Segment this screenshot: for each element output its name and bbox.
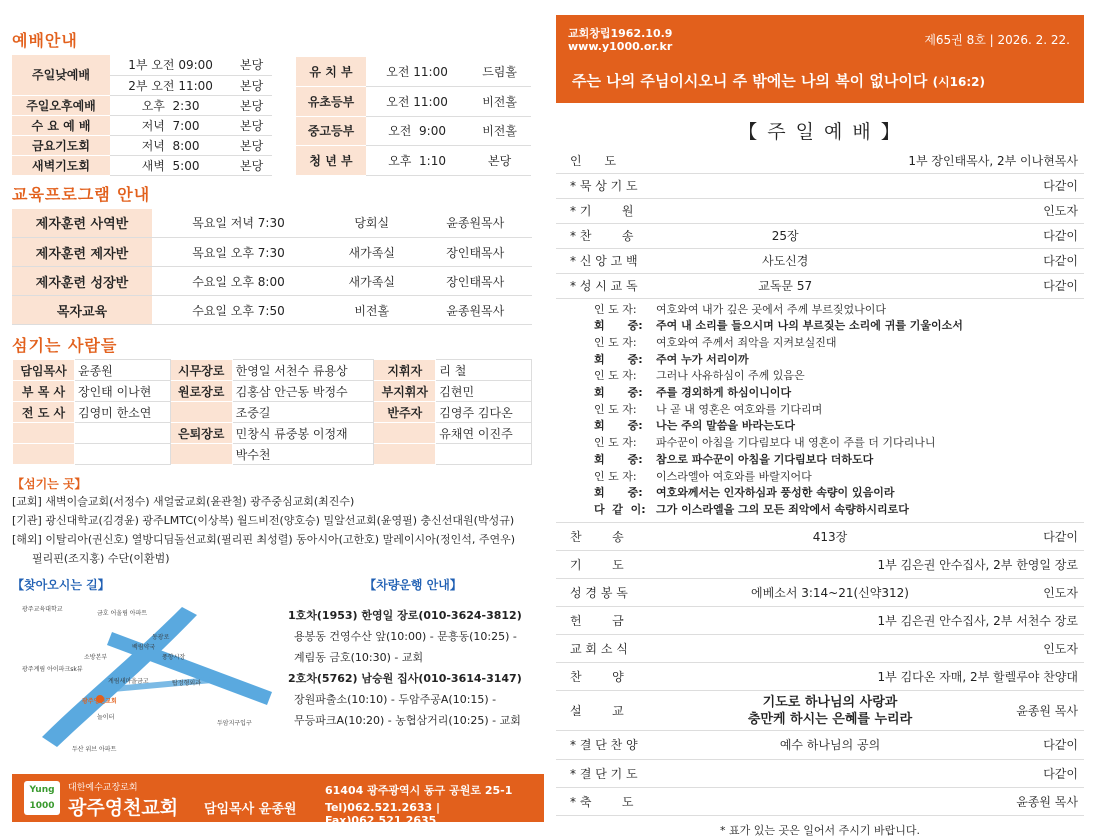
edu-leader: 장인태목사: [419, 238, 533, 267]
serve-role: 부지휘자: [374, 381, 436, 402]
order-item: * 축 도: [556, 787, 666, 815]
responsive-text: 그가 이스라엘을 그의 모든 죄악에서 속량하시리로다: [656, 502, 909, 516]
order-item: * 기 원: [556, 198, 666, 223]
edu-time: 수요일 오후 8:00: [152, 267, 325, 296]
serve-names: 조중길: [232, 402, 374, 423]
order-row: [556, 759, 1084, 787]
church-map: [12, 597, 280, 759]
order-row: [556, 663, 1084, 691]
order-item: * 찬 송: [556, 223, 666, 248]
serve-table: [12, 359, 532, 465]
edu-table: [12, 209, 532, 326]
website: www.y1000.or.kr: [568, 40, 673, 53]
bus-driver: 1호차(1953) 한영일 장로(010-3624-3812): [288, 609, 522, 622]
worship-label: 금요기도회: [12, 135, 110, 155]
order-row: [556, 787, 1084, 815]
serve-row: [13, 423, 532, 444]
order-row: [556, 148, 1084, 173]
serve-names: [75, 423, 171, 444]
worship-label: 수 요 예 배: [12, 115, 110, 135]
order-participant: 다같이: [994, 759, 1084, 787]
order-content: 에베소서 3:14~21(신약312): [666, 579, 994, 607]
school-place: 비전홀: [468, 87, 531, 117]
order-content: 사도신경: [666, 248, 904, 273]
order-content: [666, 173, 904, 198]
edu-leader: 윤종원목사: [419, 296, 533, 325]
order-row: [556, 273, 1084, 298]
places-title: 【섬기는 곳】: [12, 477, 87, 491]
worship-label: 주일낮예배: [12, 55, 110, 95]
responsive-line: [594, 452, 1084, 469]
responsive-speaker: 인 도 자:: [594, 402, 637, 416]
worship-order-table-1: [556, 148, 1084, 299]
right-page: [556, 15, 1084, 838]
order-row: [556, 551, 1084, 579]
order-item: 찬 양: [556, 663, 666, 691]
map-label: 탑정형외과: [172, 680, 201, 687]
serve-section-title: 섬기는 사람들: [12, 336, 118, 355]
responsive-text: 주여 내 소리를 들으시며 나의 부르짖는 소리에 귀를 기울이소서: [656, 319, 963, 333]
responsive-speaker: 회 중:: [594, 486, 643, 500]
order-participant: 다같이: [904, 173, 1084, 198]
map-label: 놀이터: [97, 714, 115, 721]
serve-row: [13, 402, 532, 423]
place-line: 필리핀(조지홍) 수단(이환범): [32, 552, 170, 565]
order-content: [666, 198, 904, 223]
responsive-line: [594, 502, 1084, 519]
serve-role: 전 도 사: [13, 402, 75, 423]
worship-order-title: 【 주 일 예 배 】: [738, 121, 902, 143]
responsive-speaker: 인 도 자:: [594, 335, 637, 349]
responsive-text: 여호와여 주께서 죄악을 지켜보실진대: [656, 335, 837, 349]
pastor-name: 담임목사 윤종원: [204, 802, 297, 817]
sermon-title-line1: 기도로 하나님의 사랑과: [762, 694, 898, 710]
serve-role: 반주자: [374, 402, 436, 423]
order-item: * 성 시 교 독: [556, 273, 666, 298]
order-content: 1부 김은권 안수집사, 2부 서천수 장로: [666, 607, 1084, 635]
bus-route: 무등파크A(10:20) - 농협삼거리(10:25) - 교회: [294, 714, 521, 727]
serve-role: 원로장로: [170, 381, 232, 402]
worship-row: [12, 115, 272, 135]
school-label: 유 치 부: [296, 57, 366, 87]
worship-place: 본당: [231, 155, 272, 175]
bus-route: 용봉동 건영수산 앞(10:00) - 문흥동(10:25) -: [294, 630, 517, 643]
responsive-line: [594, 385, 1084, 402]
order-item: * 결 단 찬 양: [556, 731, 666, 759]
responsive-line: [594, 418, 1084, 435]
edu-section-title: 교육프로그램 안내: [12, 184, 151, 204]
school-place: 비전홀: [468, 116, 531, 146]
responsive-text: 여호와여 내가 깊은 곳에서 주께 부르짖었나이다: [656, 302, 887, 316]
edu-place: 새가족실: [325, 238, 419, 267]
responsive-speaker: 회 중:: [594, 452, 643, 466]
order-item: 인 도: [556, 148, 666, 173]
edu-row: [12, 296, 532, 325]
theme-verse: 주는 나의 주님이시오니 주 밖에는 나의 복이 없나이다 (시16:2): [572, 72, 985, 90]
responsive-text: 나는 주의 말씀을 바라는도다: [656, 419, 795, 433]
responsive-text: 파수꾼이 아침을 기다림보다 내 영혼이 주를 더 기다리나니: [656, 436, 936, 450]
responsive-speaker: 인 도 자:: [594, 302, 637, 316]
school-time: 오전 11:00: [366, 87, 468, 117]
responsive-speaker: 인 도 자:: [594, 469, 637, 483]
responsive-line: [594, 352, 1084, 369]
order-item: 교 회 소 식: [556, 635, 666, 663]
edu-time: 수요일 오후 7:50: [152, 296, 325, 325]
order-content: [666, 148, 904, 173]
serve-names: 장인태 이나현: [75, 381, 171, 402]
order-content: 25장: [666, 223, 904, 248]
school-row: [296, 87, 531, 117]
order-participant: 다같이: [904, 273, 1084, 298]
serve-role: [13, 423, 75, 444]
responsive-text: 주여 누가 서리이까: [656, 352, 749, 366]
order-row: [556, 523, 1084, 551]
order-row: [556, 731, 1084, 759]
serve-role: [170, 444, 232, 465]
serve-role: [170, 402, 232, 423]
serve-role: 은퇴장로: [170, 423, 232, 444]
order-item: * 결 단 기 도: [556, 759, 666, 787]
worship-time: 1부 오전 09:00: [110, 55, 231, 75]
map-label: 광주교육대학교: [22, 606, 63, 613]
standing-note: * 표가 있는 곳은 일어서 주시기 바랍니다.: [720, 823, 920, 837]
edu-program: 목자교육: [12, 296, 152, 325]
responsive-speaker: 인 도 자:: [594, 436, 637, 450]
responsive-line: [594, 302, 1084, 319]
order-row: [556, 607, 1084, 635]
worship-label: 새벽기도회: [12, 155, 110, 175]
worship-row: [12, 55, 272, 75]
order-content: [666, 635, 994, 663]
worship-time: 저녁 8:00: [110, 135, 231, 155]
school-time: 오후 1:10: [366, 146, 468, 176]
bus-driver: 2호차(5762) 남승원 집사(010-3614-3147): [288, 672, 522, 685]
map-label: 광주계림 아이파크sk뷰: [22, 666, 83, 673]
order-content: [666, 759, 994, 787]
responsive-line: [594, 402, 1084, 419]
order-participant: 1부 장인태목사, 2부 이나현목사: [904, 148, 1084, 173]
map-label: 동광로: [152, 634, 170, 641]
order-content: 1부 김은권 안수집사, 2부 한영일 장로: [666, 551, 1084, 579]
serve-role: [374, 423, 436, 444]
serve-names: 김영주 김다온: [436, 402, 532, 423]
responsive-line: [594, 368, 1084, 385]
bulletin-header: [556, 15, 1084, 103]
address: 61404 광주광역시 동구 공원로 25-1: [325, 784, 513, 797]
order-content: 교독문 57: [666, 273, 904, 298]
serve-names: 민창식 류중봉 이정재: [232, 423, 374, 444]
responsive-speaker: 회 중:: [594, 352, 643, 366]
bus-route: 장원파출소(10:10) - 두암주공A(10:15) -: [294, 693, 497, 706]
responsive-text: 그러나 사유하심이 주께 있음은: [656, 369, 805, 383]
order-row: [556, 248, 1084, 273]
sermon-title-line2: 충만케 하시는 은혜를 누리라: [747, 711, 913, 727]
denomination: 대한예수교장로회: [68, 783, 138, 793]
issue-info: 제65권 8호 | 2026. 2. 22.: [924, 33, 1070, 47]
responsive-text: 나 곧 내 영혼은 여호와를 기다리며: [656, 402, 823, 416]
worship-table: [12, 55, 272, 176]
worship-order-table-2: [556, 523, 1084, 692]
school-label: 유초등부: [296, 87, 366, 117]
school-time: 오전 9:00: [366, 116, 468, 146]
order-item: * 묵 상 기 도: [556, 173, 666, 198]
serve-role: 지휘자: [374, 360, 436, 381]
order-participant: 인도자: [904, 198, 1084, 223]
map-label: 백림약국: [132, 644, 156, 651]
edu-row: [12, 267, 532, 296]
edu-program: 제자훈련 성장반: [12, 267, 152, 296]
order-row: [556, 173, 1084, 198]
bus-info: [288, 605, 538, 731]
order-item: 기 도: [556, 551, 666, 579]
serve-role: 부 목 사: [13, 381, 75, 402]
school-row: [296, 146, 531, 176]
responsive-text: 주를 경외하게 하심이니이다: [656, 386, 792, 400]
order-participant: 다같이: [994, 523, 1084, 551]
school-row: [296, 116, 531, 146]
phone-fax: Tel)062.521.2633 | Fax)062.521.2635: [325, 801, 441, 827]
footer: [12, 774, 544, 827]
responsive-text: 이스라엘아 여호와를 바랄지어다: [656, 469, 812, 483]
worship-time: 새벽 5:00: [110, 155, 231, 175]
bus-title: 【차량운행 안내】: [364, 578, 462, 592]
edu-place: 새가족실: [325, 267, 419, 296]
order-participant: 다같이: [904, 223, 1084, 248]
responsive-speaker: 다 같 이:: [594, 502, 646, 516]
sermon-row: 설 교 기도로 하나님의 사랑과 충만케 하시는 은혜를 누리라 윤종원 목사: [556, 691, 1084, 731]
worship-time: 2부 오전 11:00: [110, 75, 231, 95]
serve-names: [436, 444, 532, 465]
serve-names: [75, 444, 171, 465]
serve-role: [374, 444, 436, 465]
edu-row: [12, 209, 532, 238]
places-list: [12, 492, 542, 568]
worship-row: [12, 135, 272, 155]
edu-time: 목요일 오후 7:30: [152, 238, 325, 267]
serve-role: [13, 444, 75, 465]
place-line: [해외] 이탈리아(권신호) 열방디딤돌선교회(필리핀 최성렬) 동아시아(고한호) 말레이시아(정인석, 주연우): [12, 533, 516, 546]
bus-route: 계림동 금호(10:30) - 교회: [294, 651, 424, 664]
responsive-speaker: 인 도 자:: [594, 369, 637, 383]
edu-program: 제자훈련 제자반: [12, 238, 152, 267]
serve-row: [13, 381, 532, 402]
school-place: 본당: [468, 146, 531, 176]
order-item: * 신 앙 고 백: [556, 248, 666, 273]
serve-role: 시무장로: [170, 360, 232, 381]
serve-names: 김홍삼 안근동 박정수: [232, 381, 374, 402]
order-content: 413장: [666, 523, 994, 551]
founded: 교회창립1962.10.9: [568, 27, 673, 40]
worship-row: [12, 155, 272, 175]
worship-place: 본당: [231, 55, 272, 75]
map-title: 【찾아오시는 길】: [12, 578, 110, 592]
worship-section-title: 예배안내: [12, 31, 78, 50]
order-row: [556, 223, 1084, 248]
school-table: [296, 57, 531, 176]
edu-row: [12, 238, 532, 267]
edu-place: 당회실: [325, 209, 419, 238]
responsive-line: [594, 435, 1084, 452]
edu-place: 비전홀: [325, 296, 419, 325]
responsive-line: [594, 335, 1084, 352]
church-logo: Yung 1000: [24, 781, 60, 815]
order-item: 찬 송: [556, 523, 666, 551]
serve-row: [13, 360, 532, 381]
serve-row: [13, 444, 532, 465]
worship-place: 본당: [231, 95, 272, 115]
order-content: [666, 787, 994, 815]
worship-label: 주일오후예배: [12, 95, 110, 115]
worship-place: 본당: [231, 75, 272, 95]
map-label: 소방본부: [84, 654, 108, 661]
order-row: [556, 635, 1084, 663]
order-content: 1부 김다온 자매, 2부 할렐루야 찬양대: [666, 663, 1084, 691]
responsive-line: [594, 485, 1084, 502]
school-place: 드림홀: [468, 57, 531, 87]
school-label: 중고등부: [296, 116, 366, 146]
order-participant: 인도자: [994, 579, 1084, 607]
edu-time: 목요일 저녁 7:30: [152, 209, 325, 238]
responsive-speaker: 회 중:: [594, 419, 643, 433]
order-item: 성 경 봉 독: [556, 579, 666, 607]
responsive-line: [594, 318, 1084, 335]
map-label: 금호 어울림 아파트: [97, 610, 148, 617]
map-label: 풍향시장: [162, 654, 186, 661]
serve-names: 리 철: [436, 360, 532, 381]
responsive-reading: [556, 299, 1084, 523]
school-row: [296, 57, 531, 87]
serve-names: 김영미 한소연: [75, 402, 171, 423]
serve-names: 유채연 이진주: [436, 423, 532, 444]
worship-time: 오후 2:30: [110, 95, 231, 115]
map-label: 계림새마을금고: [108, 678, 149, 685]
order-participant: 다같이: [904, 248, 1084, 273]
serve-names: 윤종원: [75, 360, 171, 381]
serve-names: 한영일 서천수 류용상: [232, 360, 374, 381]
school-label: 청 년 부: [296, 146, 366, 176]
serve-names: 박수천: [232, 444, 374, 465]
church-name: 광주영천교회: [68, 797, 179, 819]
edu-leader: 장인태목사: [419, 267, 533, 296]
worship-time: 저녁 7:00: [110, 115, 231, 135]
map-label: 두산 위브 아파트: [72, 746, 117, 753]
map-label: 두암지구입구: [217, 720, 252, 727]
order-content: 예수 하나님의 공의: [666, 731, 994, 759]
left-page: [12, 28, 542, 762]
edu-leader: 윤종원목사: [419, 209, 533, 238]
worship-place: 본당: [231, 115, 272, 135]
edu-program: 제자훈련 사역반: [12, 209, 152, 238]
order-row: [556, 579, 1084, 607]
order-item: 헌 금: [556, 607, 666, 635]
order-participant: 인도자: [994, 635, 1084, 663]
order-row: [556, 198, 1084, 223]
school-time: 오전 11:00: [366, 57, 468, 87]
place-line: [기관] 광신대학교(김경윤) 광주LMTC(이상복) 월드비전(양호승) 밀알선교회(윤영필) 충신선대원(박성규): [12, 514, 515, 527]
responsive-text: 여호와께서는 인자하심과 풍성한 속량이 있음이라: [656, 486, 895, 500]
map-label: 광주영천교회: [82, 698, 117, 705]
sermon-preacher: 윤종원 목사: [1016, 704, 1078, 719]
serve-role: 담임목사: [13, 360, 75, 381]
serve-names: 김현민: [436, 381, 532, 402]
worship-row: [12, 95, 272, 115]
responsive-speaker: 회 중:: [594, 319, 643, 333]
responsive-text: 참으로 파수꾼이 아침을 기다림보다 더하도다: [656, 452, 874, 466]
worship-place: 본당: [231, 135, 272, 155]
responsive-speaker: 회 중:: [594, 386, 643, 400]
responsive-line: [594, 469, 1084, 486]
place-line: [교회] 새벽이슬교회(서정수) 새얼굴교회(윤관철) 광주중심교회(최진수): [12, 495, 355, 508]
order-participant: 다같이: [994, 731, 1084, 759]
order-participant: 윤종원 목사: [994, 787, 1084, 815]
worship-order-table-3: [556, 731, 1084, 816]
